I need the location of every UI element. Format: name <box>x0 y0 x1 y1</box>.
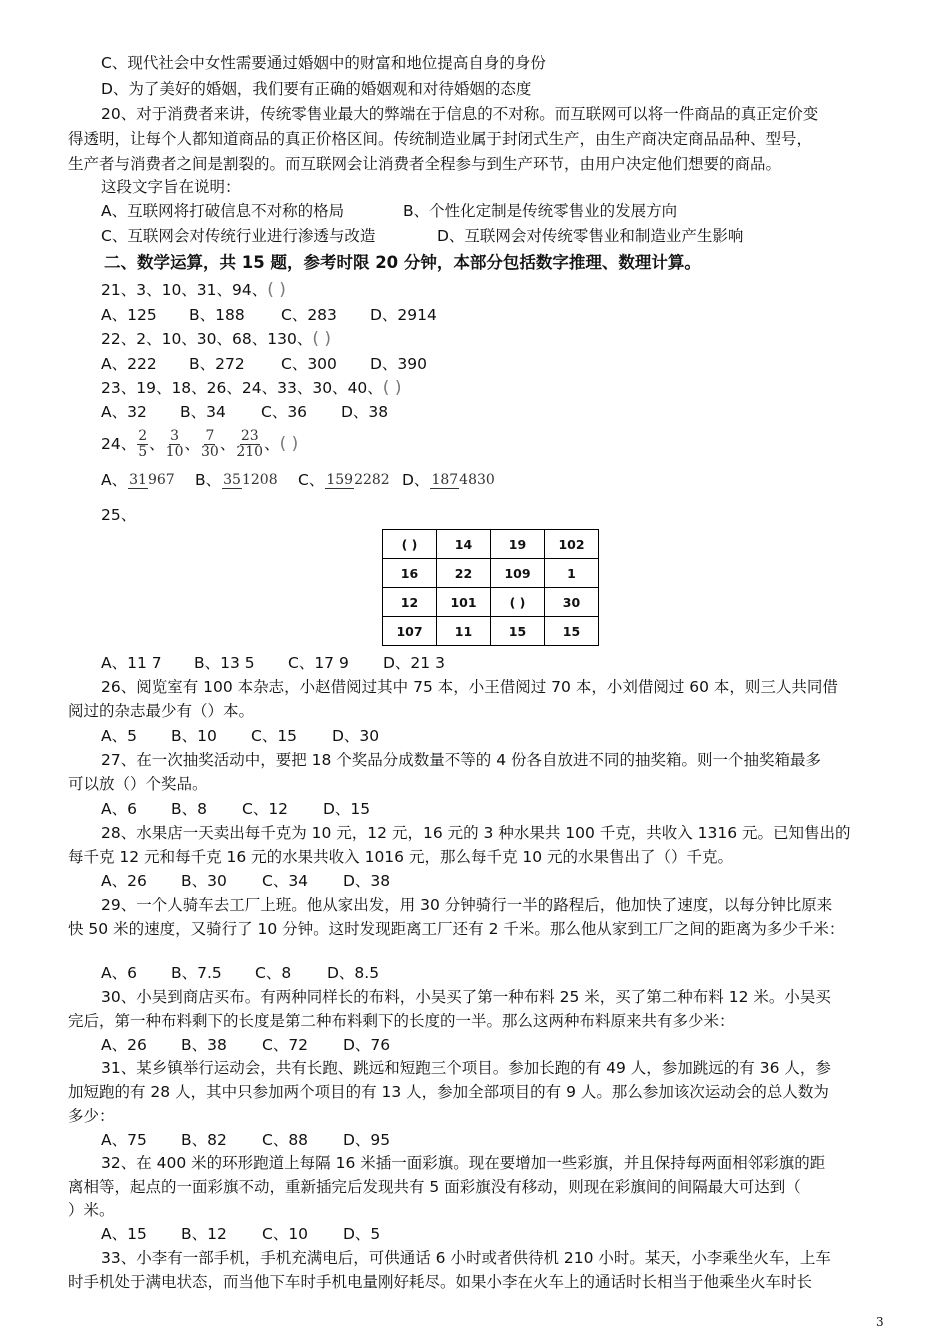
table-cell: 14 <box>437 530 491 559</box>
section-heading: 二、数学运算，共 15 题，参考时限 20 分钟，本部分包括数字推理、数理计算。 <box>104 253 701 272</box>
question-22: 22、2、10、30、68、130、( ) <box>101 329 332 349</box>
text-line: 多少： <box>68 1107 115 1125</box>
fraction: 31967 <box>129 471 175 488</box>
table-cell: 102 <box>545 530 599 559</box>
question-23: 23、19、18、26、24、33、30、40、( ) <box>101 378 402 398</box>
text-line: 快 50 米的速度，又骑行了 10 分钟。这时发现距离工厂还有 2 千米。那么他从家到工厂之间的距离为多少千米： <box>68 920 845 938</box>
option-a: A、互联网将打破信息不对称的格局 <box>101 202 345 220</box>
question-25: 25、 <box>101 506 137 524</box>
table-cell: 109 <box>491 559 545 588</box>
options-22: A、222 B、272 C、300 D、390 <box>101 355 428 373</box>
question-27: 27、在一次抽奖活动中，要把 18 个奖品分成数量不等的 4 份各自放进不同的抽奖箱。则一个抽奖箱最多 <box>101 751 822 769</box>
options-32: A、15 B、12 C、10 D、5 <box>101 1225 381 1243</box>
table-cell: 12 <box>383 588 437 617</box>
fraction: $\frac{3}{10}$ <box>165 428 184 460</box>
page-number: 3 <box>876 1315 884 1329</box>
fraction: $\frac{7}{30}$ <box>201 428 219 460</box>
table-row <box>383 588 599 617</box>
options-25: A、11 7 B、13 5 C、17 9 D、21 3 <box>101 654 445 672</box>
table-cell: ( ) <box>491 588 545 617</box>
text-line: 可以放（）个奖品。 <box>68 775 208 793</box>
table-cell: 15 <box>491 617 545 646</box>
text-line: 生产者与消费者之间是割裂的。而互联网会让消费者全程参与到生产环节，由用户决定他们想要的商品。 <box>68 155 782 173</box>
number-grid-table <box>382 529 599 646</box>
table-row <box>383 617 599 646</box>
text-line: 这段文字旨在说明： <box>101 178 241 196</box>
text-line: 每千克 12 元和每千克 16 元的水果共收入 1016 元，那么每千克 10 元的水果售出了（）千克。 <box>68 848 734 866</box>
fraction: 1874830 <box>431 471 495 488</box>
question-26: 26、阅览室有 100 本杂志，小赵借阅过其中 75 本，小王借阅过 70 本，小刘借阅过 60 本，则三人共同借 <box>101 678 838 696</box>
fraction: $\frac{23}{210}$ <box>236 428 264 460</box>
question-29: 29、一个人骑车去工厂上班。他从家出发，用 30 分钟骑行一半的路程后，他加快了速度，以每分钟比原来 <box>101 896 833 914</box>
text-line: 离相等，起点的一面彩旗不动，重新插完后发现共有 5 面彩旗没有移动，则现在彩旗间的间隔最大可达到（ <box>68 1178 801 1196</box>
option-c: C、互联网会对传统行业进行渗透与改造 <box>101 227 376 245</box>
fraction: $\frac{2}{5}$ <box>138 428 148 460</box>
table-cell: 15 <box>545 617 599 646</box>
table-cell: 11 <box>437 617 491 646</box>
text-line: 时手机处于满电状态，而当他下车时手机电量刚好耗尽。如果小李在火车上的通话时长相当于他乘坐火车时长 <box>68 1273 813 1291</box>
options-30: A、26 B、38 C、72 D、76 <box>101 1036 391 1054</box>
text-line: C、现代社会中女性需要通过婚姻中的财富和地位提高自身的身份 <box>101 54 546 72</box>
text-line: 加短跑的有 28 人，其中只参加两个项目的有 13 人，参加全部项目的有 9 人。那么参加该次运动会的总人数为 <box>68 1083 829 1101</box>
question-32: 32、在 400 米的环形跑道上每隔 16 米插一面彩旗。现在要增加一些彩旗，并且保持每两面相邻彩旗的距 <box>101 1154 826 1172</box>
table-cell: 22 <box>437 559 491 588</box>
text-line: ）米。 <box>68 1201 115 1219</box>
fraction: 351208 <box>223 471 278 488</box>
table-cell: 1 <box>545 559 599 588</box>
options-24: A、 31967 B、 351208 C、 1592282 D、 1874830 <box>101 471 495 489</box>
table-cell: 16 <box>383 559 437 588</box>
options-31: A、75 B、82 C、88 D、95 <box>101 1131 391 1149</box>
table-cell: 19 <box>491 530 545 559</box>
text-line: 得透明，让每个人都知道商品的真正价格区间。传统制造业属于封闭式生产，由生产商决定商品品种、型号， <box>68 130 813 148</box>
question-21: 21、3、10、31、94、( ) <box>101 280 286 300</box>
option-b: B、个性化定制是传统零售业的发展方向 <box>403 202 678 220</box>
table-row <box>383 559 599 588</box>
text-line: 阅过的杂志最少有（）本。 <box>68 702 255 720</box>
question-33: 33、小李有一部手机，手机充满电后，可供通话 6 小时或者供待机 210 小时。某天，小李乘坐火车，上车 <box>101 1249 831 1267</box>
question-20: 20、对于消费者来讲，传统零售业最大的弊端在于信息的不对称。而互联网可以将一件商品的真正定价变 <box>101 105 819 123</box>
options-26: A、5 B、10 C、15 D、30 <box>101 727 380 745</box>
question-28: 28、水果店一天卖出每千克为 10 元，12 元，16 元的 3 种水果共 100 千克，共收入 1316 元。已知售出的 <box>101 824 851 842</box>
question-31: 31、某乡镇举行运动会，共有长跑、跳远和短跑三个项目。参加长跑的有 49 人，参加跳远的有 36 人，参 <box>101 1059 831 1077</box>
table-cell: 107 <box>383 617 437 646</box>
fraction: 1592282 <box>326 471 390 488</box>
question-30: 30、小吴到商店买布。有两种同样长的布料，小吴买了第一种布料 25 米，买了第二种布料 12 米。小吴买 <box>101 988 831 1006</box>
table-row <box>383 530 599 559</box>
options-21: A、125 B、188 C、283 D、2914 <box>101 306 437 324</box>
text-line: D、为了美好的婚姻，我们要有正确的婚姻观和对待婚姻的态度 <box>101 80 532 98</box>
options-23: A、32 B、34 C、36 D、38 <box>101 403 389 421</box>
table-cell: 30 <box>545 588 599 617</box>
question-24: 24、 $\frac{2}{5}$ 、 $\frac{3}{10}$ 、 $\frac{7}{30}$ 、 $\frac{23}{210}$ 、( ) <box>101 428 299 460</box>
options-29: A、6 B、7.5 C、8 D、8.5 <box>101 964 380 982</box>
table-cell: ( ) <box>383 530 437 559</box>
table-cell: 101 <box>437 588 491 617</box>
options-28: A、26 B、30 C、34 D、38 <box>101 872 391 890</box>
option-d: D、互联网会对传统零售业和制造业产生影响 <box>437 227 744 245</box>
text-line: 完后，第一种布料剩下的长度是第二种布料剩下的长度的一半。那么这两种布料原来共有多少米： <box>68 1012 735 1030</box>
options-27: A、6 B、8 C、12 D、15 <box>101 800 371 818</box>
